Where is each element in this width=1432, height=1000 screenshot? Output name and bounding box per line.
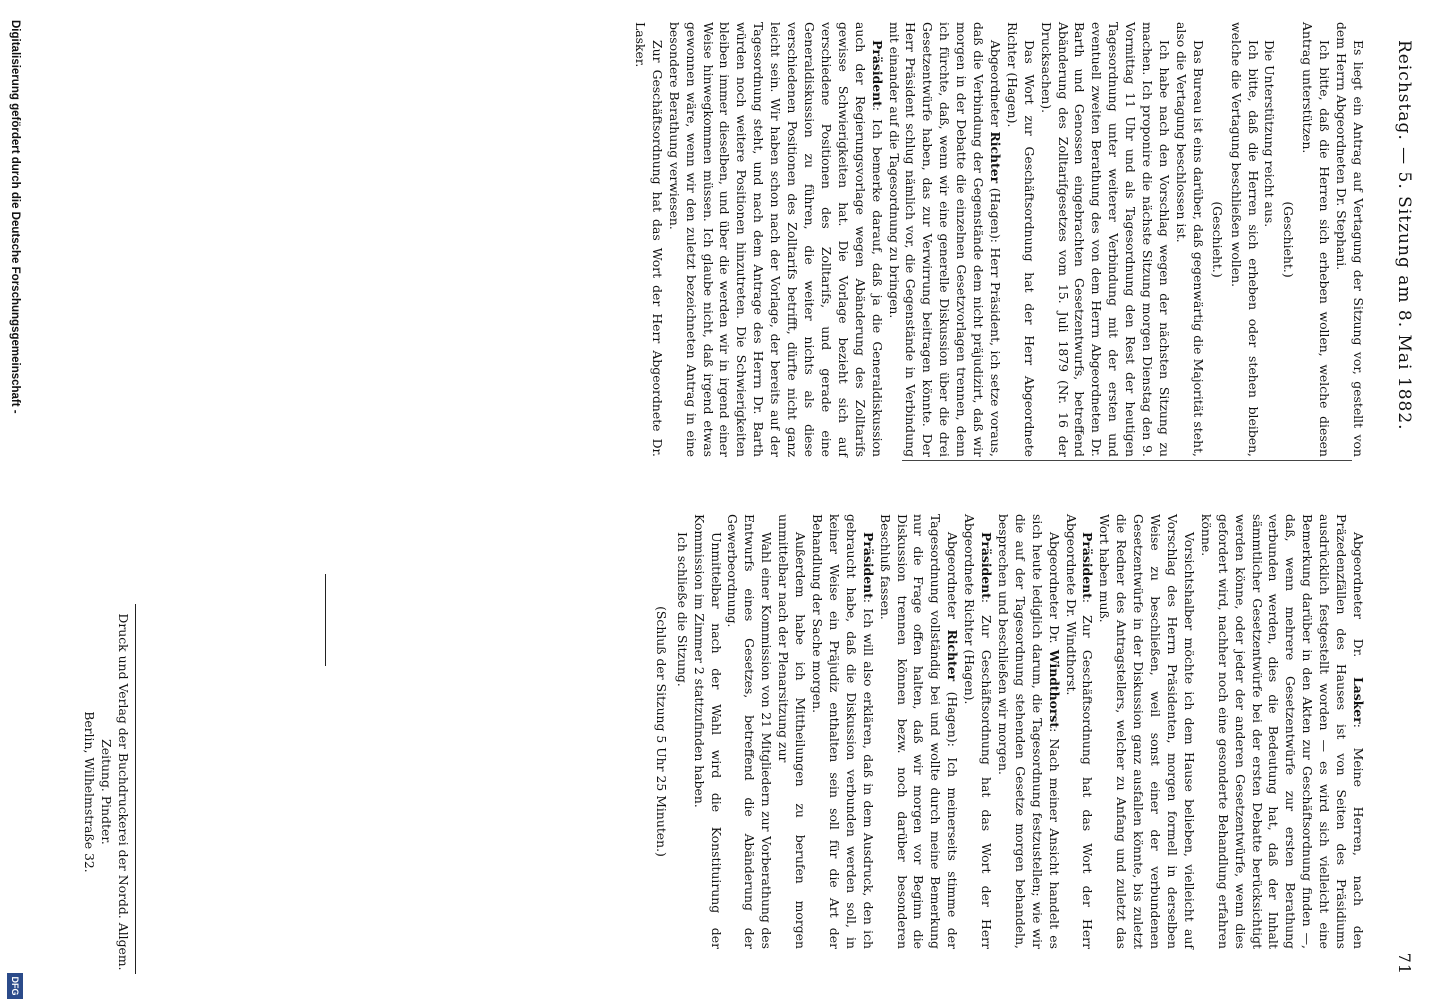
paragraph: Ich habe nach den Vorschlag wegen der nächsten Sitzung zu machen. Ich proponire die nächste Sitzung morgen Dienstag den 9. Vormittag 11 Uhr und als Tagesordnung den Rest der heutigen Tagesordnung unter weiterer Verbindung mit der ersten und eventuell zweiten Berathung des von dem Herrn Abgeordneten Dr. Barth und Genossen eingebrachten Gesetzentwurfs, betreffend Abänderung des Zolltarifgesetzes vom 15. Juli 1879 (Nr. 16 der Drucksachen).	[1038, 22, 1173, 457]
paragraph: Es liegt ein Antrag auf Vertagung der Sitzung vor, gestellt von dem Herrn Abgeordneten Dr. Stephani.	[1334, 22, 1366, 457]
paragraph: Wahl einer Kommission von 21 Mitgliedern zur Vorberathung des Entwurfs eines Gesetzes, betreffend die Abänderung der Gewerbeordnung.	[725, 514, 775, 949]
imprint	[81, 606, 132, 978]
speech-paragraph: Abgeordneter Richter (Hagen): Ich meinerseits stimme der Tagesordnung vollständig bei und wollte durch meine Bemerkung nur die Frage offen halten, daß wir morgen vor Beginn die Diskussion trennen können bezw. noch darüber besonderen Beschluß fassen.	[877, 514, 961, 949]
paragraph: Vorsichtshalber möchte ich dem Hause belieben, vielleicht auf Vorschlag des Herrn Präsidenten, morgen formell in derselben Weise zu beschließen, weil sonst einer der verbundenen Gesetzentwürfe in der Diskussion ganz ausfallen könnte, bis zuletzt die Redner des Antragstellers, welcher zu Anfang und zuletzt das Wort haben muß.	[1097, 514, 1197, 949]
left-column	[631, 22, 1366, 457]
paragraph: Die Unterstützung reicht aus.	[1262, 40, 1278, 228]
speaker-name: Richter	[987, 131, 1003, 184]
speech-paragraph: Abgeordneter Dr. Lasker: Meine Herren, nach den Präzedenzfällen des Hauses ist von Seiten des Präsidiums ausdrücklich festgestellt worden — es wird sich vielleicht eine Bemerkung darüber in den Akten zur Geschäftsordnung finden —, daß, wenn mehrere Gesetzentwürfe zur ersten Berathung verbunden werden, dies die Bedeutung hat, daß der Inhalt sämmtlicher Gesetzentwürfe bei der ersten Debatte berücksichtigt werden könne, oder jeder der anderen Gesetzentwürfe, wenn dies gefordert wird, nachher noch eine gesonderte Behandlung erfahren könne.	[1198, 514, 1366, 949]
end-rule	[325, 574, 326, 666]
paragraph: Ich bitte, daß die Herren sich erheben wollen, welche diesen Antrag unterstützen.	[1300, 22, 1333, 457]
imprint-rule	[135, 604, 136, 974]
speech-paragraph: Präsident: Zur Geschäftsordnung hat das Wort der Herr Abgeordnete Richter (Hagen).	[962, 514, 995, 949]
dfg-logo: DFG	[7, 973, 23, 999]
running-title: Reichstag. — 5. Sitzung am 8. Mai 1882.	[1394, 40, 1414, 431]
page-number: 71	[1395, 952, 1414, 975]
stage-direction: (Geschieht.)	[1209, 201, 1225, 278]
page-header	[1390, 40, 1420, 975]
speech-paragraph: Präsident: Zur Geschäftsordnung hat das Wort der Herr Abgeordnete Dr. Windthorst.	[1063, 514, 1096, 949]
speaker-name: Präsident	[979, 532, 995, 599]
speaker-name: Präsident	[869, 40, 885, 107]
column-divider	[902, 460, 1352, 461]
paragraph: Außerdem habe ich Mittheilungen zu berufen morgen unmittelbar nach der Plenarsitzung zur	[776, 514, 809, 949]
speaker-name: Präsident	[1080, 532, 1096, 599]
stage-direction: (Geschieht.)	[1281, 201, 1297, 278]
speaker-name: Windthorst	[1046, 649, 1062, 729]
digitization-note: Digitalisierung gefördert durch die Deutsche Forschungsgemeinschaft -	[9, 20, 21, 414]
speech-paragraph: Präsident: Ich bemerke darauf, daß ja die Generaldiskussion auch der Regierungsvorlage wegen Abänderung des Zolltarifs gewisse Schwierigkeiten hat. Die Vorlage bezieht sich auf verschiedene Positionen des Zolltarifs, und gerade eine Generaldiskussion zu führen, die weiter nichts als diese verschiedenen Positionen des Zolltarifs betrifft, dürfte nicht ganz leicht sein. Wir haben schon nach der Vorlage, der bereits auf der Tagesordnung steht, und nach dem Antrage des Herrn Dr. Barth würden noch weitere Positionen hinzutreten. Die Schwierigkeiten bleiben immer dieselben, und über die werden wir in irgend einer Weise hinwegkommen müssen. Ich glaube nicht, daß irgend etwas gewonnen wäre, wenn wir den zuletzt bezeichneten Antrag in eine besondere Berathung verwiesen.	[666, 22, 885, 457]
speech-paragraph: Präsident: Ich will also erklären, daß in dem Ausdruck, den ich gebraucht habe, daß die Diskussion verbunden werden soll, in keiner Weise ein Präjudiz enthalten sein soll für die Art der Behandlung der Sache morgen.	[810, 514, 876, 949]
speaker-name: Richter	[945, 629, 961, 682]
speaker-name: Lasker	[1351, 676, 1366, 724]
imprint-line-2: Berlin, Wilhelmstraße 32.	[82, 711, 97, 873]
digitization-footer	[3, 0, 25, 1000]
right-column	[648, 514, 1366, 949]
paragraph: Zur Geschäftsordnung hat das Wort der Herr Abgeordnete Dr. Lasker.	[632, 22, 665, 457]
imprint-line-1: Druck und Verlag der Buchdruckerei der Nordd. Allgem. Zeitung. Pindter.	[99, 613, 131, 971]
speaker-name: Präsident	[860, 532, 876, 599]
paragraph: Das Bureau ist eins darüber, daß gegenwärtig die Majorität steht, also die Vertagung beschlossen ist.	[1173, 22, 1206, 457]
paragraph: Ich bitte, daß die Herren sich erheben oder stehen bleiben, welche die Vertagung beschließen wollen.	[1228, 22, 1261, 457]
paragraph: Ich schließe die Sitzung.	[674, 532, 690, 687]
paragraph: Das Wort zur Geschäftsordnung hat der Herr Abgeordnete Richter (Hagen).	[1004, 22, 1037, 457]
speech-paragraph: Abgeordneter Richter (Hagen): Herr Präsident, ich setze voraus, daß die Verbindung der Gegenstände dem nicht präjudizirt, daß wir morgen in der Debatte die einzelnen Gesetzvorlagen trennen, denn ich fürchte, daß, wenn wir eine generelle Diskussion über die drei Gesetzentwürfe haben, das zur Verwirrung beitragen könnte. Der Herr Präsident schlug nämlich vor, die Gegenstände in Verbindung mit einander auf die Tagesordnung zu bringen.	[886, 22, 1003, 457]
speech-paragraph: Abgeordneter Dr. Windthorst: Nach meiner Ansicht handelt es sich heute lediglich darum, die Tagesordnung festzustellen; wie wir die auf der Tagesordnung stehenden Gesetze morgen behandeln, besprechen und beschließen wir morgen.	[995, 514, 1062, 949]
stage-direction: (Schluß der Sitzung 5 Uhr 25 Minuten.)	[653, 606, 669, 857]
paragraph: Unmittelbar nach der Wahl wird die Konstituirung der Kommission im Zimmer 2 stattzufinden haben.	[691, 514, 724, 949]
